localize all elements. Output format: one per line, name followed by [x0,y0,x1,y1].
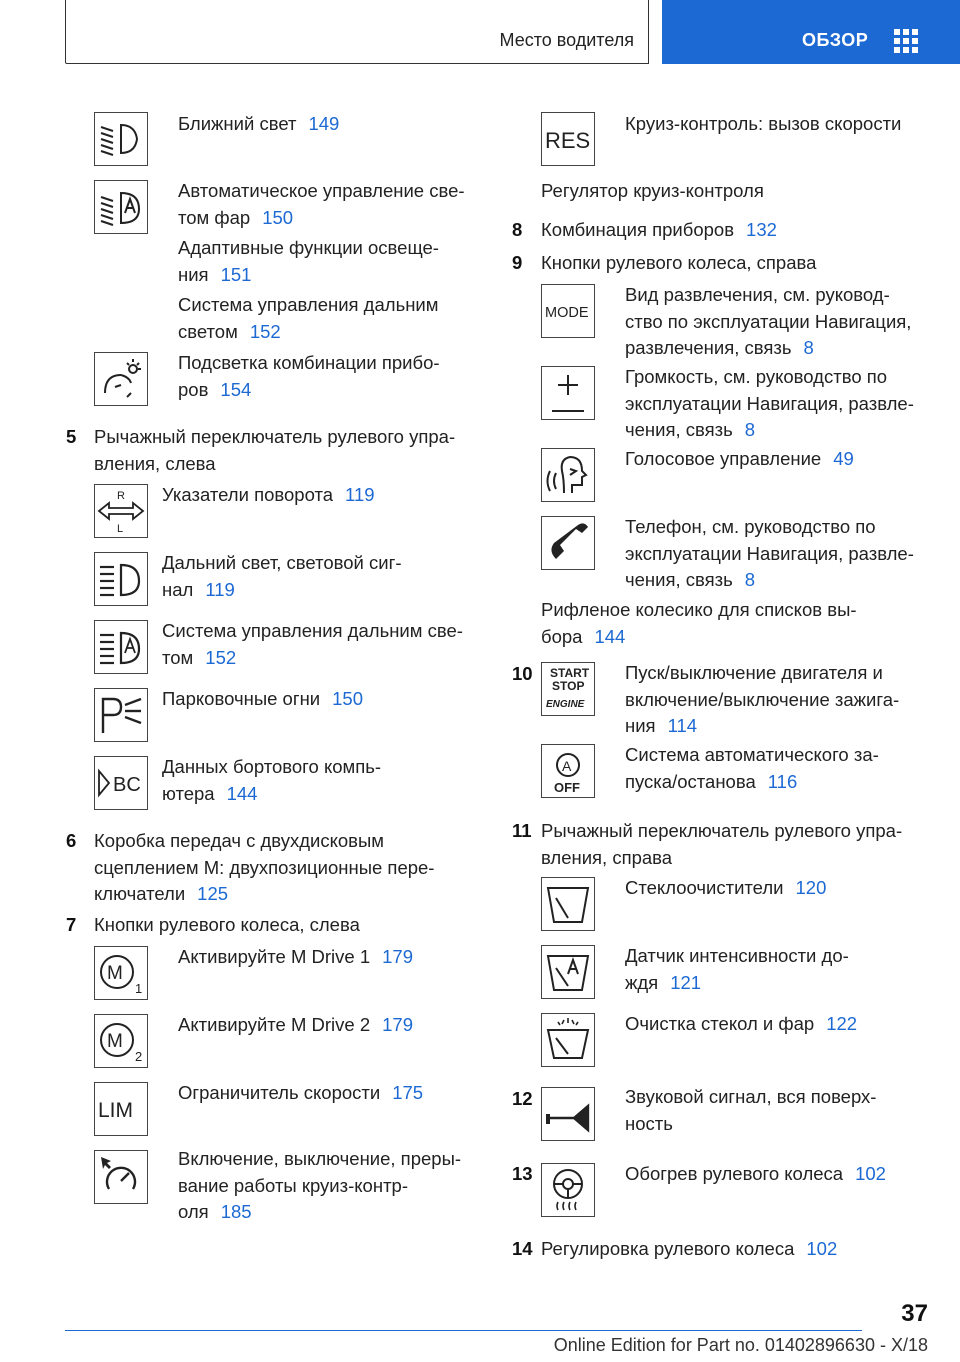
turn-signal-icon [94,484,148,538]
start-stop-text: Пуск/выключение двигателя и включение/выключение зажига- ния 114 [625,662,900,736]
page-link[interactable]: 185 [220,1201,252,1222]
steering-heat-icon [541,1163,595,1217]
svg-text:STOP: STOP [552,679,585,693]
turn-signal-text: Указатели поворота 119 [162,484,375,505]
instrument-lighting-icon [94,352,148,406]
page-link[interactable]: 152 [205,646,237,668]
section-11-title: Рычажный переключатель рулевого упра- вления, справа [541,820,903,868]
horn-icon [541,1087,595,1141]
high-beam-assist-text: Система управления дальним све- том 152 [162,620,463,668]
page-link[interactable]: 49 [833,448,854,469]
page-link[interactable]: 8 [744,419,756,440]
parking-light-text: Парковочные огни 150 [162,688,364,709]
section-6-text: Коробка передач с двухдисковым сцеплением М: двухпозиционные пере- ключатели 125 [94,830,435,904]
mode-text: Вид развлечения, см. руковод- ство по эксплуатации Навигация, развлечения, связь 8 [625,284,912,358]
auto-start-off-icon [541,744,595,798]
voice-control-icon [541,448,595,502]
mode-icon [541,284,595,338]
res-text: Круиз-контроль: вызов скорости [625,113,902,134]
auto-headlight-icon [94,180,148,234]
auto-start-off-text: Система автоматического за- пуска/останова 116 [625,744,879,792]
svg-text:A: A [562,758,572,774]
wiper-text: Стеклоочистители 120 [625,877,827,898]
res-note: Регулятор круиз-контроля [541,180,764,201]
page-link[interactable]: 119 [345,484,375,505]
cruise-control-text: Включение, выключение, преры- вание работы круиз-контр- оля 185 [178,1148,462,1222]
rain-sensor-icon [541,945,595,999]
svg-text:1: 1 [135,981,143,996]
page-link[interactable]: 151 [220,263,252,285]
bc-text: Данных бортового компь- ютера 144 [162,756,382,804]
wiper-icon [541,877,595,931]
svg-text:R: R [117,490,125,502]
section-title: Место водителя [499,30,634,50]
phone-text: Телефон, см. руководство по эксплуатации Навигация, развле- чения, связь 8 [625,516,914,590]
page-link[interactable]: 150 [332,688,364,709]
page-link[interactable]: 144 [226,782,258,804]
rain-sensor-text: Датчик интенсивности до- ждя 121 [625,945,849,993]
m2-text: Активируйте M Drive 2 179 [178,1014,413,1035]
page-link[interactable]: 179 [382,946,413,967]
section-8-text: Комбинация приборов 132 [541,219,777,240]
svg-text:ENGINE: ENGINE [546,699,585,710]
res-icon [541,112,595,166]
high-beam-assist-icon [94,620,148,674]
page-link[interactable]: 120 [795,877,827,898]
bc-icon [94,756,148,810]
high-beam-text: Дальний свет, световой сиг- нал 119 [162,552,402,600]
section-9-title: Кнопки рулевого колеса, справа [541,252,817,273]
svg-text:OFF: OFF [554,780,580,795]
washer-icon [541,1013,595,1067]
phone-icon [541,516,595,570]
section-number: 12 [512,1088,533,1109]
lim-icon [94,1082,148,1136]
header-section-box [65,0,649,64]
start-stop-icon [541,662,595,716]
page-link[interactable]: 175 [392,1082,424,1103]
m1-text: Активируйте M Drive 1 179 [178,946,413,967]
page-link[interactable]: 8 [803,337,814,358]
low-beam-icon [94,112,148,166]
page-link[interactable]: 102 [806,1238,838,1259]
svg-text:M: M [107,1031,123,1052]
section-number: 8 [512,219,523,240]
lim-text: Ограничитель скорости 175 [178,1082,424,1103]
page-link[interactable]: 179 [382,1014,413,1035]
page-link[interactable]: 114 [667,715,698,736]
section-number: 13 [512,1163,533,1184]
volume-text: Громкость, см. руководство по эксплуатации Навигация, развле- чения, связь 8 [625,366,914,440]
knurl-text: Рифленое колесико для списков вы- бора 144 [541,599,857,647]
section-number: 6 [66,830,77,851]
page-link[interactable]: 119 [205,578,235,600]
footer-divider [65,1330,862,1331]
svg-text:L: L [117,523,124,535]
svg-text:RES: RES [545,128,591,153]
section-5-title: Рычажный переключатель рулевого упра- вления, слева [94,426,456,474]
svg-text:START: START [550,666,590,680]
cruise-control-icon [94,1150,148,1204]
section-number: 14 [512,1238,533,1259]
high-beam-icon [94,552,148,606]
page-link[interactable]: 102 [855,1163,886,1184]
page-link[interactable]: 132 [746,219,777,240]
page-link[interactable]: 116 [767,770,798,792]
auto-headlight-text: Автоматическое управление све- том фар 150 Адаптивные функции освеще- ния 151 Система управления дальним светом 152 [178,180,465,342]
svg-text:M: M [107,963,123,984]
overview-tab-label: ОБЗОР [802,30,869,50]
overview-tab[interactable] [662,0,960,64]
washer-text: Очистка стекол и фар 122 [625,1013,858,1034]
section-number: 10 [512,663,533,684]
page-link[interactable]: 152 [249,320,281,342]
footer-edition: Online Edition for Part no. 01402896630 - X/18 [553,1335,928,1355]
horn-text: Звуковой сигнал, вся поверх- ность [625,1086,877,1134]
steering-heat-text: Обогрев рулевого колеса 102 [625,1163,886,1184]
grid-icon [894,29,918,53]
volume-icon [541,366,595,420]
svg-text:BC: BC [113,774,141,796]
section-7-title: Кнопки рулевого колеса, слева [94,914,360,935]
instrument-lighting-text: Подсветка комбинации прибо- ров 154 [178,352,440,400]
parking-light-icon [94,688,148,742]
voice-control-text: Голосовое управление 49 [625,448,854,469]
page-link[interactable]: 144 [594,625,626,647]
section-number: 5 [66,426,77,447]
svg-text:2: 2 [135,1049,143,1064]
page-link[interactable]: 121 [670,971,702,993]
m2-icon [94,1014,148,1068]
section-number: 11 [512,820,532,841]
page-link[interactable]: 125 [197,883,229,904]
page-link[interactable]: 8 [744,569,756,590]
low-beam-text: Ближний свет 149 [178,113,340,134]
section-number: 7 [66,914,77,935]
page-number: 37 [901,1300,928,1327]
section-14-text: Регулировка рулевого колеса 102 [541,1238,838,1259]
svg-text:LIM: LIM [98,1099,134,1122]
m1-icon [94,946,148,1000]
svg-text:MODE: MODE [545,305,589,321]
page-link[interactable]: 122 [826,1013,858,1034]
page-link[interactable]: 150 [262,206,294,228]
page-link[interactable]: 149 [308,113,340,134]
page-link[interactable]: 154 [220,378,252,400]
section-number: 9 [512,252,523,273]
